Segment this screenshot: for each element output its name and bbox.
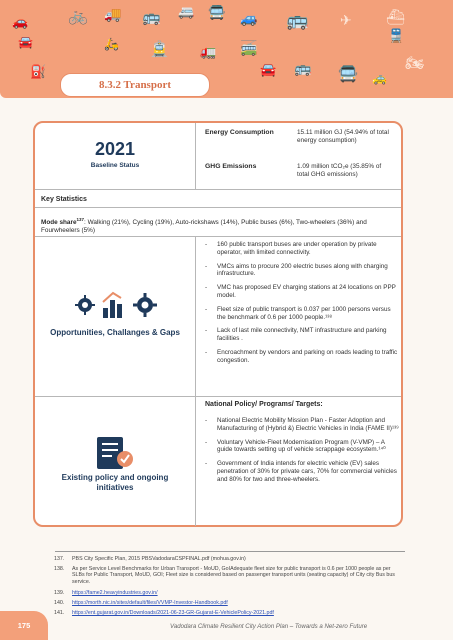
car-icon: 🚘	[18, 35, 33, 49]
van-icon: 🚐	[178, 5, 195, 20]
list-item: - National Electric Mobility Mission Plan - Faster Adoption and Manufacturing of (Hybrid &) Electric Vehicles in India (FAME II)¹³⁹	[205, 417, 401, 433]
baseline-year: 2021	[94, 139, 136, 159]
list-item: - Encroachment by vendors and parking on roads leading to traffic congestion.	[205, 349, 401, 365]
mode-share-text	[41, 216, 393, 235]
car-icon: 🚕	[372, 71, 387, 85]
airplane-icon: ✈	[340, 13, 352, 29]
baseline-divider	[195, 123, 196, 189]
divider	[35, 207, 401, 208]
divider	[35, 396, 401, 397]
document-title: Vadodara Climate Resilient City Action Plan – Towards a Net-zero Future	[170, 623, 368, 630]
bus-icon: 🚎	[240, 41, 258, 57]
bus-icon: 🚌	[142, 8, 161, 26]
divider	[35, 189, 401, 190]
train-icon: 🚆	[388, 29, 405, 44]
policy-title: Existing policy and ongoing initiatives	[61, 473, 169, 492]
divider	[35, 236, 401, 237]
mode-share-label: Mode share	[41, 219, 77, 227]
policy-heading: National Policy/ Programs/ Targets:	[205, 401, 323, 408]
ship-icon: ⛴	[386, 8, 406, 26]
baseline-status-label: Baseline Status	[90, 162, 140, 169]
bicycle-icon: 🚲	[68, 6, 88, 25]
opportunities-list	[205, 241, 401, 371]
column-divider	[195, 236, 196, 526]
footnote-link[interactable]: 140. https://morth.nic.in/sites/default/files/VVMP-Investor-Handbook.pdf	[54, 600, 228, 606]
energy-consumption-value: 15.11 million GJ (54.94% of total energy consumption)	[297, 129, 389, 144]
opportunities-icon	[75, 290, 161, 320]
ghg-emissions-value: 1.09 million tCO₂e (35.85% of total GHG emissions)	[297, 163, 382, 178]
footnote-link[interactable]: 141. https://ent.gujarat.gov.in/Downloads/2021-06-23-GR-Gujarat-E-VehiclePolicy-2021.pdf	[54, 610, 274, 616]
car-icon: 🚗	[12, 15, 29, 30]
policy-document-icon	[95, 435, 137, 471]
scooter-icon: 🛵	[104, 37, 119, 51]
car-icon: 🚙	[240, 11, 258, 27]
list-item: - Government of India intends for electric vehicle (EV) sales penetration of 30% for private cars, 70% for commercial vehicles and 80% for two and three-wheelers.	[205, 460, 401, 483]
list-item: - VMC has proposed EV charging stations at 24 locations on PPP model.	[205, 284, 401, 300]
list-item: - Lack of last mile connectivity, NMT infrastructure and parking facilities .	[205, 327, 401, 343]
truck-icon: 🚚	[104, 7, 122, 23]
footnote-link[interactable]: 139. https://fame2.heavyindustries.gov.in/	[54, 590, 158, 596]
fuel-pump-icon: ⛽	[30, 65, 47, 80]
mode-share-values: : Walking (21%), Cycling (19%), Auto-rickshaws (14%), Public buses (6%), Two-wheelers (36%) and Fourwheelers (5%)	[41, 219, 367, 235]
page-number: 175	[0, 611, 48, 640]
section-title: 8.3.2 Transport	[60, 73, 210, 97]
footnote: 137. PBS City Specific Plan, 2015 PBSVadodaraCSPFINAL.pdf (mohua.gov.in)	[54, 556, 246, 562]
list-item: - 160 public transport buses are under operation by private operator, with limited connectivity.	[205, 241, 401, 257]
truck-icon: 🚛	[200, 45, 217, 60]
bus-icon: 🚍	[338, 64, 358, 83]
key-statistics-heading: Key Statistics	[41, 196, 87, 203]
list-item: - VMCs aims to procure 200 electric buses along with charging infrastructure.	[205, 263, 401, 279]
footnote: 138. As per Service Level Benchmarks for Urban Transport - MoUD, GoIAdequate fleet size for public transport is 0.6 per 1000 people as per SLBs for Public Transport, MoUD, GOI; Fleet size is considered based on passenger transport units (seating capacity) of City city Bus bus service.	[54, 566, 395, 585]
bus-icon: 🚍	[208, 5, 226, 21]
motorcycle-icon: 🏍	[405, 54, 425, 72]
energy-consumption-label: Energy Consumption	[205, 129, 274, 136]
list-item: - Voluntary Vehicle-Fleet Modernisation Program (V-VMP) – A guide towards setting up of vehicle scrappage ecosystem.¹⁴⁰	[205, 439, 401, 455]
bus-icon: 🚌	[294, 61, 312, 77]
list-item: - Fleet size of public transport is 0.037 per 1000 persons versus the benchmark of 0.6 per 1000 people.¹³⁸	[205, 306, 401, 322]
train-icon: 🚊	[150, 40, 169, 58]
opportunities-title: Opportunities, Challanges & Gaps	[50, 328, 180, 337]
bus-icon: 🚌	[286, 10, 309, 31]
electric-vehicle-icon: 🚘	[260, 63, 277, 78]
ghg-emissions-label: GHG Emissions	[205, 163, 257, 170]
transport-summary-card	[33, 121, 403, 527]
mode-share-ref: 137	[76, 217, 85, 222]
policy-list	[205, 417, 401, 490]
footnote-divider	[55, 551, 405, 552]
